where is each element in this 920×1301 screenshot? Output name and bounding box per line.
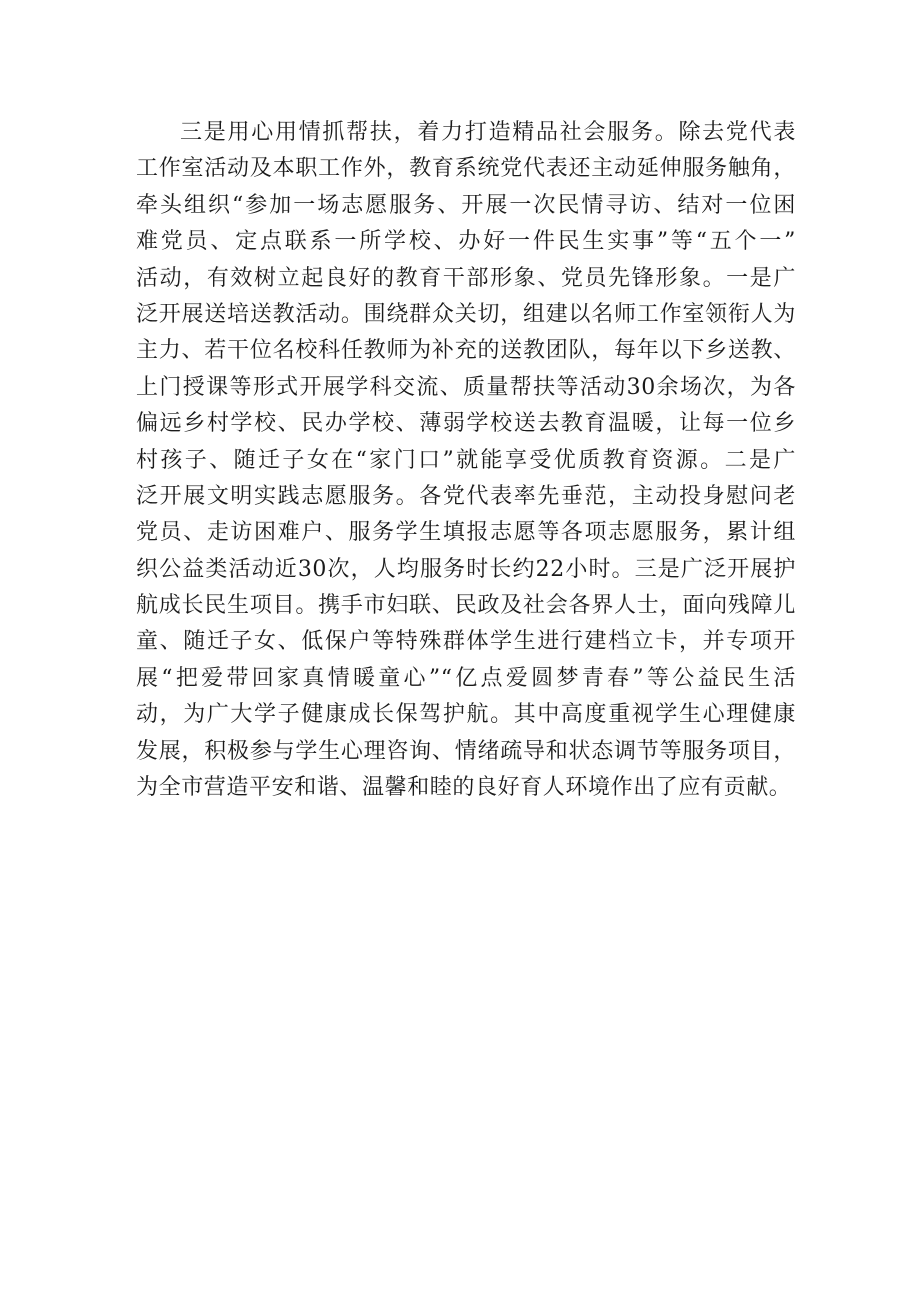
paragraph-line: 为全市营造平安和谐、温馨和睦的良好育人环境作出了应有贡献。 bbox=[136, 775, 792, 801]
paragraph-line: 动，为广大学子健康成长保驾护航。其中高度重视学生心理健康 bbox=[136, 702, 796, 728]
paragraph-line: 泛开展文明实践志愿服务。各党代表率先垂范，主动投身慰问老 bbox=[136, 483, 796, 509]
paragraph-line: 航成长民生项目。携手市妇联、民政及社会各界人士，面向残障儿 bbox=[136, 593, 796, 619]
paragraph-line: 发展，积极参与学生心理咨询、情绪疏导和状态调节等服务项目， bbox=[136, 738, 796, 764]
paragraph-line: 上门授课等形式开展学科交流、质量帮扶等活动30余场次，为各 bbox=[136, 374, 796, 400]
paragraph-line: 村孩子、随迁子女在“家门口”就能享受优质教育资源。二是广 bbox=[136, 447, 796, 473]
paragraph-line: 牵头组织“参加一场志愿服务、开展一次民情寻访、结对一位困 bbox=[136, 192, 796, 218]
paragraph-line: 党员、走访困难户、服务学生填报志愿等各项志愿服务，累计组 bbox=[136, 520, 796, 546]
paragraph-line: 三是用心用情抓帮扶，着力打造精品社会服务。除去党代表 bbox=[180, 120, 796, 145]
paragraph-line: 主力、若干位名校科任教师为补充的送教团队，每年以下乡送教、 bbox=[136, 338, 796, 364]
paragraph-line: 活动，有效树立起良好的教育干部形象、党员先锋形象。一是广 bbox=[136, 265, 796, 291]
paragraph-line: 工作室活动及本职工作外，教育系统党代表还主动延伸服务触角， bbox=[136, 156, 796, 182]
paragraph-line: 难党员、定点联系一所学校、办好一件民生实事”等“五个一” bbox=[136, 229, 796, 255]
body-paragraph bbox=[136, 115, 796, 806]
paragraph-line: 童、随迁子女、低保户等特殊群体学生进行建档立卡，并专项开 bbox=[136, 629, 796, 655]
paragraph-line: 展“把爱带回家真情暖童心”“亿点爱圆梦青春”等公益民生活 bbox=[136, 665, 796, 691]
paragraph-line: 泛开展送培送教活动。围绕群众关切，组建以名师工作室领衔人为 bbox=[136, 301, 796, 327]
paragraph-line: 织公益类活动近30次，人均服务时长约22小时。三是广泛开展护 bbox=[136, 556, 796, 582]
paragraph-line: 偏远乡村学校、民办学校、薄弱学校送去教育温暖，让每一位乡 bbox=[136, 411, 796, 437]
